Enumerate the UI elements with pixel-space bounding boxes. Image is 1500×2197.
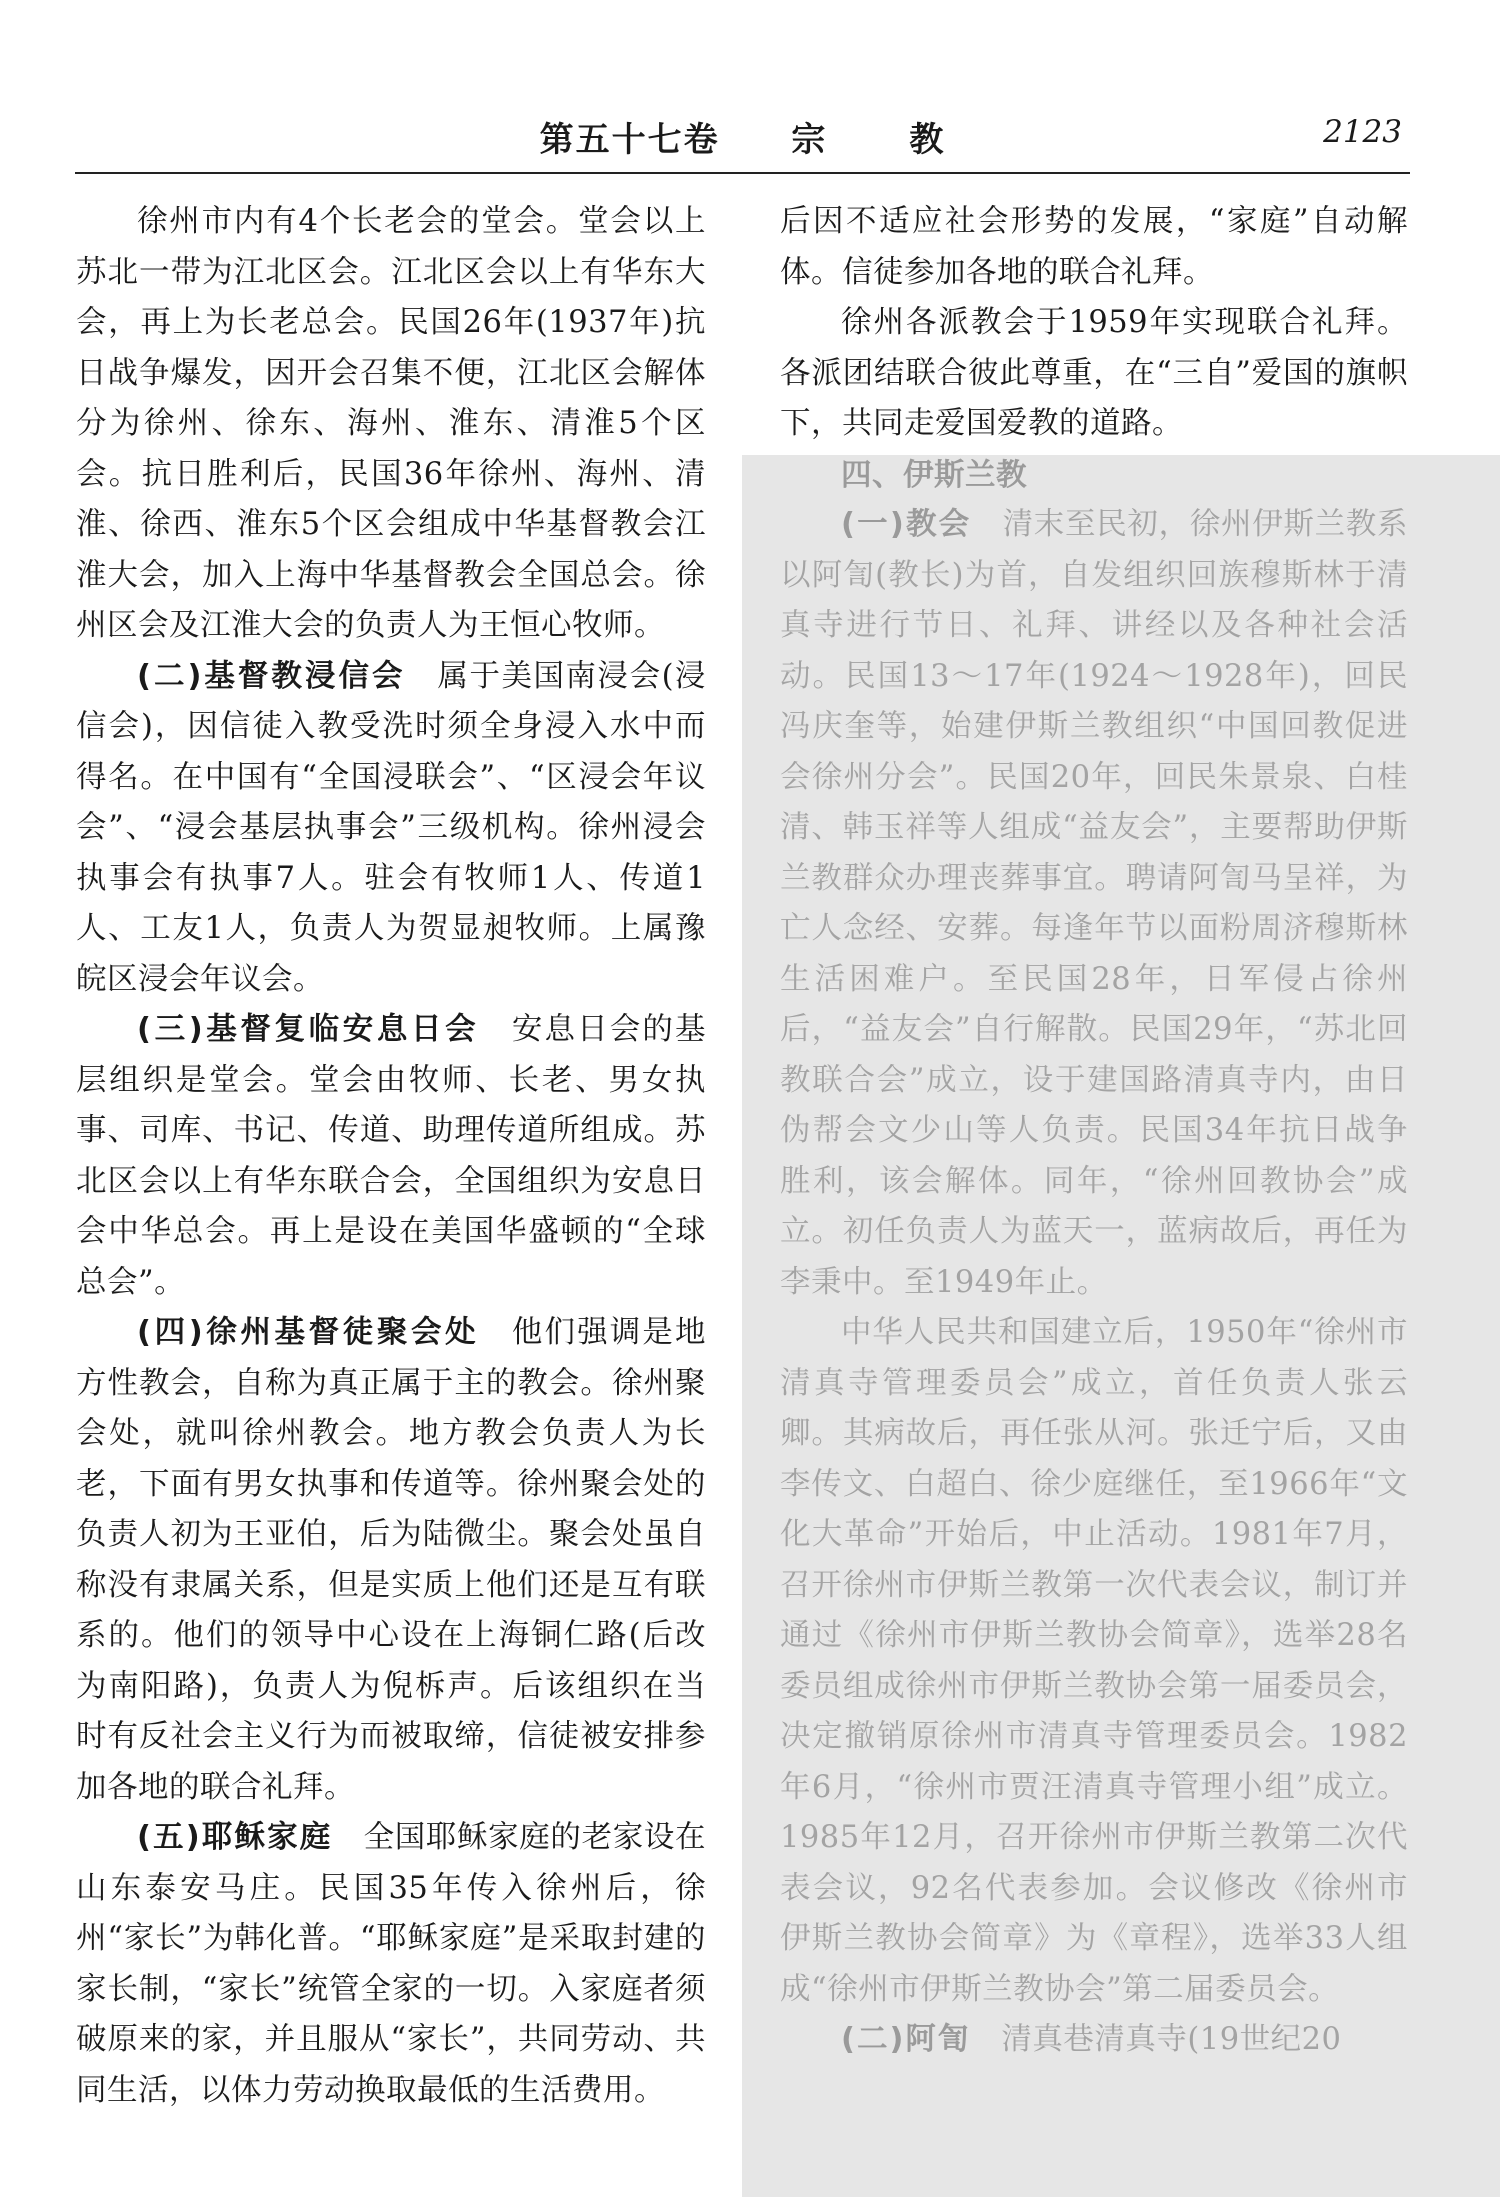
section-text: 全国耶稣家庭的老家设在山东泰安马庄。民国35年传入徐州后，徐州“家长”为韩化普。“耶稣家庭”是采取封建的家长制，“家长”统管全家的一切。入家庭者须破原来的家，并且服从“家长”，共同劳动、共同生活，以体力劳动换取最低的生活费用。 (76, 1820, 707, 2108)
right-column (780, 197, 1408, 2066)
paragraph-prc-era: 中华人民共和国建立后，1950年“徐州市清真寺管理委员会”成立，首任负责人张云卿。其病故后，再任张从河。张迁宁后，又由李传文、白超白、徐少庭继任，至1966年“文化大革命”开始后，中止活动。1981年7月，召开徐州市伊斯兰教第一次代表会议，制订并通过《徐州市伊斯兰教协会简章》，选举28名委员组成徐州市伊斯兰教协会第一届委员会，决定撤销原徐州市清真寺管理委员会。1982年6月，“徐州市贾汪清真寺管理小组”成立。1985年12月，召开徐州市伊斯兰教第二次代表会议，92名代表参加。会议修改《徐州市伊斯兰教协会简章》为《章程》，选举33人组成“徐州市伊斯兰教协会”第二届委员会。 (780, 1315, 1408, 2007)
section-text: 安息日会的基层组织是堂会。堂会由牧师、长老、男女执事、司库、书记、传道、助理传道所组成。苏北区会以上有华东联合会，全国组织为安息日会中华总会。再上是设在美国华盛顿的“全球总会”。 (76, 1012, 706, 1300)
section-text: 他们强调是地方性教会，自称为真正属于主的教会。徐州聚会处，就叫徐州教会。地方教会负责人为长老，下面有男女执事和传道等。徐州聚会处的负责人初为王亚伯，后为陆微尘。聚会处虽自称没有隶属关系，但是实质上他们还是互有联系的。他们的领导中心设在上海铜仁路(后改为南阳路)，负责人为倪柝声。后该组织在当时有反社会主义行为而被取缔，信徒被安排参加各地的联合礼拜。 (76, 1315, 706, 1805)
section-text: 属于美国南浸会(浸信会)，因信徒入教受洗时须全身浸入水中而得名。在中国有“全国浸联会”、“区浸会年议会”、“浸会基层执事会”三级机构。徐州浸会执事会有执事7人。驻会有牧师1人、传道1人、工友1人，负责人为贺显昶牧师。上属豫皖区浸会年议会。 (76, 658, 706, 997)
paragraph-continued: 后因不适应社会形势的发展，“家庭”自动解体。信徒参加各地的联合礼拜。 (780, 204, 1408, 290)
section-title: (四)徐州基督徒聚会处 (137, 1315, 480, 1350)
section-text: 清末至民初，徐州伊斯兰教系以阿訇(教长)为首，自发组织回族穆斯林于清真寺进行节日、礼拜、讲经以及各种社会活动。民国13～17年(1924～1928年)，回民冯庆奎等，始建伊斯兰教组织“中国回教促进会徐州分会”。民国20年，回民朱景泉、白桂清、韩玉祥等人组成“益友会”，主要帮助伊斯兰教群众办理丧葬事宜。聘请阿訇马呈祥，为亡人念经、安葬。每逢年节以面粉周济穆斯林生活困难户。至民国28年，日军侵占徐州后，“益友会”自行解散。民国29年，“苏北回教联合会”成立，设于建国路清真寺内，由日伪帮会文少山等人负责。民国34年抗日战争胜利，该会解体。同年，“徐州回教协会”成立。初任负责人为蓝天一，蓝病故后，再任为李秉中。至1949年止。 (780, 507, 1408, 1300)
page-number: 2123 (1323, 114, 1402, 150)
header-divider (75, 172, 1410, 174)
section-imam (780, 2015, 1408, 2066)
running-title (75, 112, 1410, 161)
section-title: (三)基督复临安息日会 (137, 1012, 480, 1047)
section-assembly-hall (76, 1308, 706, 1813)
section-jesus-family (76, 1813, 706, 2116)
section-title: (五)耶稣家庭 (137, 1820, 333, 1855)
section-title: (一)教会 (841, 507, 972, 542)
page-header (75, 100, 1410, 172)
heading-islam: 四、伊斯兰教 (841, 456, 1027, 493)
section-text: 清真巷清真寺(19世纪20 (1001, 2022, 1342, 2057)
paragraph-united-worship: 徐州各派教会于1959年实现联合礼拜。各派团结联合彼此尊重，在“三自”爱国的旗帜下，共同走爱国爱教的道路。 (780, 305, 1408, 441)
paragraph-presbyterian: 徐州市内有4个长老会的堂会。堂会以上苏北一带为江北区会。江北区会以上有华东大会，再上为长老总会。民国26年(1937年)抗日战争爆发，因开会召集不便，江北区会解体分为徐州、徐东、海州、淮东、清淮5个区会。抗日胜利后，民国36年徐州、海州、清淮、徐西、淮东5个区会组成中华基督教会江淮大会，加入上海中华基督教会全国总会。徐州区会及江淮大会的负责人为王恒心牧师。 (76, 204, 706, 643)
section-title: (二)基督教浸信会 (137, 658, 406, 694)
volume-label: 第五十七卷 (539, 120, 720, 160)
title-char-2: 教 (909, 120, 946, 160)
left-column (76, 197, 706, 2116)
section-baptist (76, 652, 706, 1006)
faded-block (780, 450, 1408, 2066)
section-adventist (76, 1005, 706, 1308)
section-title: (二)阿訇 (841, 2022, 971, 2057)
title-char-1: 宗 (791, 120, 828, 160)
section-islam-association (780, 500, 1408, 1308)
